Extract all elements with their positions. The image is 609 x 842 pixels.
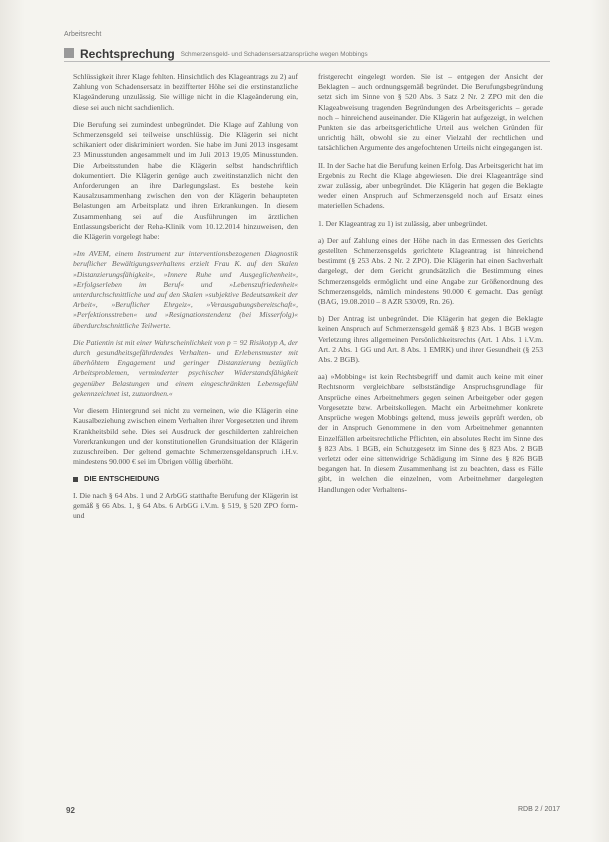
decision-heading	[73, 474, 298, 484]
quote-paragraph: »Im AVEM, einem Instrument zur interventionsbezogenen Diagnostik beruflicher Bewältigungsverhaltens erzielt Frau K. auf den Skalen »Distanzierungsfähigkeit«, »Innere Ruhe und Ausgeglichenheit«, »Erfolgserleben im Beruf« und »Lebenszufriedenheit« unterdurchschnittliche und auf den Skalen »subjektive Bedeutsamkeit der Arbeit«, »Beruflicher Ehrgeiz«, »Verausgabungsbereitschaft«, »Perfektionsstreben« und »Resignationstendenz (bei Misserfolg)« überdurchschnittliche Teilwerte.	[73, 249, 298, 330]
journal-issue: RDB 2 / 2017	[518, 806, 561, 813]
paragraph: a) Der auf Zahlung eines der Höhe nach in das Ermessen des Gerichts gestellten Schmerzensgelds gerichtete Klageantrag ist hinreichend bestimmt (§ 253 Abs. 2 Nr. 2 ZPO). Die Klägerin hat einen Sachverhalt dargelegt, der dem Gericht grundsätzlich die Bestimmung eines Schmerzensgelds ermöglicht und eine Angabe zur Größenordnung des Schmerzensgelds, nämlich mindestens 90.000 € gemacht. Das genügt (BAG, 19.08.2010 – 8 AZR 530/09, Rn. 26).	[318, 235, 543, 307]
section-header	[64, 45, 550, 62]
section-marker-icon	[64, 48, 74, 58]
paragraph: b) Der Antrag ist unbegründet. Die Klägerin hat gegen die Beklagte keinen Anspruch auf Schmerzensgeld gemäß § 823 Abs. 1 BGB wegen Verletzung ihres allgemeinen Persönlichkeitsrechts (Art. 1 Abs. 1 i.V.m. Art. 2 Abs. 1 GG und Art. 8 Abs. 1 EMRK) und ihrer Gesundheit (§ 253 Abs. 2 BGB).	[318, 314, 543, 365]
paragraph: Die Berufung sei zumindest unbegründet. Die Klage auf Zahlung von Schmerzensgeld sei teilweise unschlüssig. Die Klägerin sei nicht schikaniert oder diskriminiert worden. Sie habe im Juni 2013 insgesamt 23 Minusstunden angesammelt und im Juli 2013 19,05 Minusstunden. Die Arbeitsstunden habe die Klägerin selbst handschriftlich dokumentiert. Die Klägerin genüge auch zweitinstanzlich nicht den Anforderungen an ihre Darlegungslast. Es bestehe kein Kausalzusammenhang zwischen den von der Klägerin behaupteten Belastungen am Arbeitsplatz und ihren Erkrankungen. In diesem Zusammenhang sei auf die Ausführungen im ärztlichen Entlassungsbericht der Reha-Klinik vom 10.12.2014 hinzuweisen, den die Klägerin vorgelegt habe:	[73, 119, 298, 242]
page-number: 92	[66, 806, 75, 815]
paragraph: fristgerecht eingelegt worden. Sie ist – entgegen der Ansicht der Beklagten – auch ordnungsgemäß begründet. Die Berufungsbegründung setzt sich im Sinne von § 520 Abs. 3 Satz 2 Nr. 2 ZPO mit den die Klageabweisung tragenden Begründungen des Arbeitsgerichts – gerade noch – hinreichend auseinander. Die Klägerin hat aufgezeigt, in welchen Punkten sie das arbeitsgerichtliche Urteil aus welchen Gründen für unrichtig hält, obwohl sie zu einer Vielzahl der rechtlichen und tatsächlichen Argumente des angefochtenen Urteils nicht eingegangen ist.	[318, 72, 543, 153]
kicker: Arbeitsrecht	[64, 31, 102, 38]
right-column	[318, 72, 543, 502]
paragraph: aa) »Mobbing« ist kein Rechtsbegriff und damit auch keine mit einer Rechtsnorm vergleichbare selbstständige Anspruchsgrundlage für Ansprüche eines Arbeitnehmers gegen seinen Arbeitgeber oder gegen Vorgesetzte bzw. Arbeitskollegen. Macht ein Arbeitnehmer konkrete Ansprüche wegen Mobbings geltend, muss jeweils geprüft werden, ob der in Anspruch Genommene in den vom Arbeitnehmer genannten Einzelfällen arbeitsrechtliche Pflichten, ein absolutes Recht im Sinne des § 823 Abs. 1 BGB, ein Schutzgesetz im Sinne des § 823 Abs. 2 BGB verletzt oder eine sittenwidrige Schädigung im Sinne des § 826 BGB begangen hat. In diesem Zusammenhang ist zu beachten, dass es Fälle gibt, in welchen die einzelnen, vom Arbeitnehmer dargelegten Handlungen oder Verhaltens-	[318, 372, 543, 494]
paragraph: 1. Der Klageantrag zu 1) ist zulässig, aber unbegründet.	[318, 218, 488, 228]
paragraph: Vor diesem Hintergrund sei nicht zu verneinen, wie die Klägerin eine Kausalbeziehung zwischen einem Verhalten ihrer Vorgesetzten und ihrem Krankheitsbild sehe. Dies sei Ausdruck der geschilderten zahlreichen Vorerkrankungen und der konstitutionellen Grundsituation der Klägerin zuzuschreiben. Der geltend gemachte Schmerzensgeldanspruch i.H.v. mindestens 90.000 € sei im Übrigen völlig überhöht.	[73, 406, 298, 467]
section-title: Rechtsprechung	[80, 47, 175, 61]
section-subtitle: Schmerzensgeld- und Schadensersatzansprüche wegen Mobbings	[180, 51, 368, 58]
left-column	[73, 72, 298, 528]
paragraph: I. Die nach § 64 Abs. 1 und 2 ArbGG statthafte Berufung der Klägerin ist gemäß § 66 Abs. 1, § 64 Abs. 6 ArbGG i.V.m. § 519, § 520 ZPO form- und	[73, 490, 298, 520]
decision-heading-text: DIE ENTSCHEIDUNG	[84, 474, 160, 484]
paragraph: Schlüssigkeit ihrer Klage fehlten. Hinsichtlich des Klageantrags zu 2) auf Zahlung von Schadensersatz in beziffterter Höhe sei die erstinstanzliche Klageänderung unzulässig. Sie willige nicht in die Klageänderung ein, diese sei auch nicht sachdienlich.	[73, 72, 298, 112]
bullet-icon	[73, 477, 78, 482]
quote-paragraph: Die Patientin ist mit einer Wahrscheinlichkeit von p = 92 Risikotyp A, der durch gesundheitsgefährdendes Verhalten- und Erlebensmuster mit überhöhtem Engagement und geringer Distanzierung bezüglich Arbeitsproblemen, verminderter psychischer Widerstandsfähigkeit gegenüber Belastungen und einem eingeschränkten Lebensgefühl gekennzeichnet ist, zuzuordnen.«	[73, 337, 298, 398]
paragraph: II. In der Sache hat die Berufung keinen Erfolg. Das Arbeitsgericht hat im Ergebnis zu Recht die Klage abgewiesen. Die drei Klageanträge sind zwar zulässig, aber unbegründet. Die Klägerin hat gegen die Beklagte weder einen Anspruch auf Schmerzensgeld noch auf Ersatz eines materiellen Schadens.	[318, 160, 543, 211]
